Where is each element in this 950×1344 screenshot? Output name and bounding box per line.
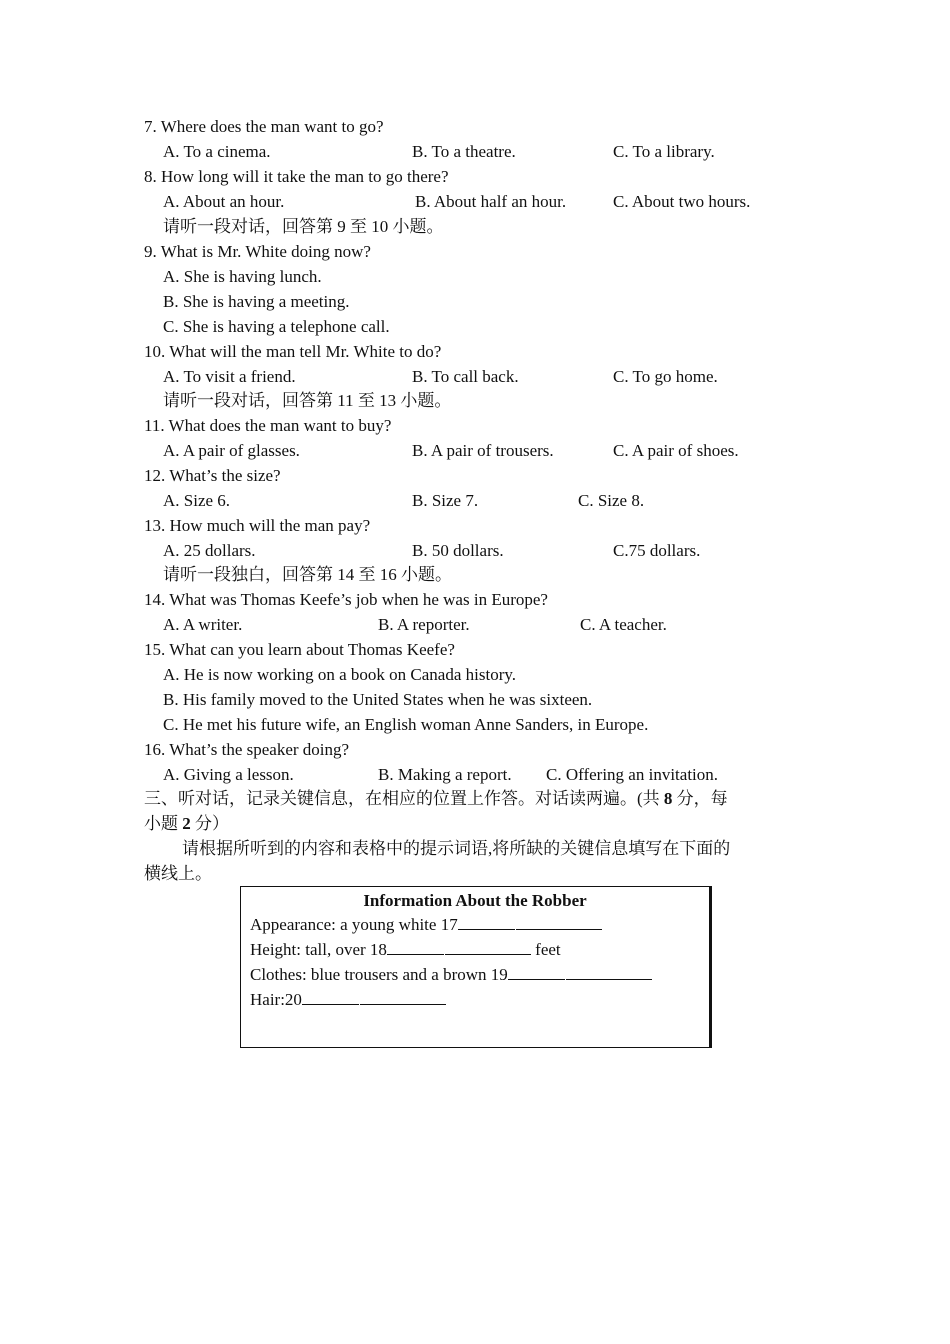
- instruction-14-16: 请听一段独白，回答第 14 至 16 小题。: [163, 565, 452, 584]
- question-7-option-a: A. To a cinema.: [163, 142, 271, 161]
- question-7-option-b: B. To a theatre.: [412, 142, 516, 161]
- height-row: Height: tall, over 18 feet: [250, 937, 561, 962]
- question-8-stem: 8. How long will it take the man to go there?: [144, 167, 449, 186]
- question-13-option-a: A. 25 dollars.: [163, 541, 256, 560]
- question-9-stem: 9. What is Mr. White doing now?: [144, 242, 371, 261]
- instruction-9-10: 请听一段对话，回答第 9 至 10 小题。: [163, 217, 444, 236]
- question-14-option-a: A. A writer.: [163, 615, 243, 634]
- question-12-option-c: C. Size 8.: [578, 491, 645, 510]
- question-16-option-a: A. Giving a lesson.: [163, 765, 294, 784]
- question-13-option-c: C.75 dollars.: [613, 541, 701, 560]
- question-13-option-b: B. 50 dollars.: [412, 541, 504, 560]
- section-3-total-points: 8: [663, 789, 673, 808]
- question-9-option-b: B. She is having a meeting.: [163, 292, 350, 311]
- question-8-option-a: A. About an hour.: [163, 192, 285, 211]
- blank-20b[interactable]: [360, 987, 446, 1005]
- question-12-stem: 12. What’s the size?: [144, 466, 281, 485]
- question-7-stem: 7. Where does the man want to go?: [144, 117, 384, 136]
- question-9-option-c: C. She is having a telephone call.: [163, 317, 390, 336]
- blank-17b[interactable]: [516, 912, 602, 930]
- question-15-option-b: B. His family moved to the United States when he was sixteen.: [163, 690, 593, 709]
- question-9-option-a: A. She is having lunch.: [163, 267, 322, 286]
- blank-19a[interactable]: [508, 962, 565, 980]
- section-3-instruction: 请根据所听到的内容和表格中的提示词语,将所缺的关键信息填写在下面的: [182, 839, 731, 858]
- question-15-option-a: A. He is now working on a book on Canada history.: [163, 665, 517, 684]
- question-10-option-c: C. To go home.: [613, 367, 718, 386]
- appearance-row: Appearance: a young white 17: [250, 912, 602, 937]
- question-8-option-b: B. About half an hour.: [415, 192, 567, 211]
- question-13-stem: 13. How much will the man pay?: [144, 516, 371, 535]
- blank-18b[interactable]: [445, 937, 531, 955]
- question-14-option-b: B. A reporter.: [378, 615, 470, 634]
- question-10-stem: 10. What will the man tell Mr. White to do?: [144, 342, 442, 361]
- question-7-option-c: C. To a library.: [613, 142, 715, 161]
- robber-info-table: [240, 886, 710, 1048]
- question-12-option-a: A. Size 6.: [163, 491, 231, 510]
- question-15-option-c: C. He met his future wife, an English woman Anne Sanders, in Europe.: [163, 715, 649, 734]
- instruction-11-13: 请听一段对话，回答第 11 至 13 小题。: [163, 391, 452, 410]
- question-14-option-c: C. A teacher.: [580, 615, 667, 634]
- question-11-stem: 11. What does the man want to buy?: [144, 416, 392, 435]
- question-11-option-a: A. A pair of glasses.: [163, 441, 300, 460]
- section-3-heading-cont: 小题 2 分）: [144, 814, 229, 833]
- section-3-points-each: 2: [182, 814, 191, 833]
- question-11-option-b: B. A pair of trousers.: [412, 441, 554, 460]
- section-3-instruction-cont: 横线上。: [144, 864, 212, 883]
- question-12-option-b: B. Size 7.: [412, 491, 479, 510]
- question-8-option-c: C. About two hours.: [613, 192, 751, 211]
- blank-19b[interactable]: [566, 962, 652, 980]
- question-16-option-b: B. Making a report.: [378, 765, 512, 784]
- question-14-stem: 14. What was Thomas Keefe’s job when he was in Europe?: [144, 590, 548, 609]
- blank-20a[interactable]: [302, 987, 359, 1005]
- clothes-row: Clothes: blue trousers and a brown 19: [250, 962, 652, 987]
- table-title: Information About the Robber: [363, 891, 587, 910]
- question-10-option-b: B. To call back.: [412, 367, 519, 386]
- question-16-stem: 16. What’s the speaker doing?: [144, 740, 350, 759]
- section-3-heading: 三、听对话，记录关键信息，在相应的位置上作答。对话读两遍。(共 8 分，每: [144, 789, 728, 808]
- blank-18a[interactable]: [387, 937, 444, 955]
- question-16-option-c: C. Offering an invitation.: [546, 765, 719, 784]
- hair-row: Hair:20: [250, 987, 446, 1012]
- blank-17a[interactable]: [458, 912, 515, 930]
- question-15-stem: 15. What can you learn about Thomas Keefe?: [144, 640, 455, 659]
- question-11-option-c: C. A pair of shoes.: [613, 441, 739, 460]
- question-10-option-a: A. To visit a friend.: [163, 367, 296, 386]
